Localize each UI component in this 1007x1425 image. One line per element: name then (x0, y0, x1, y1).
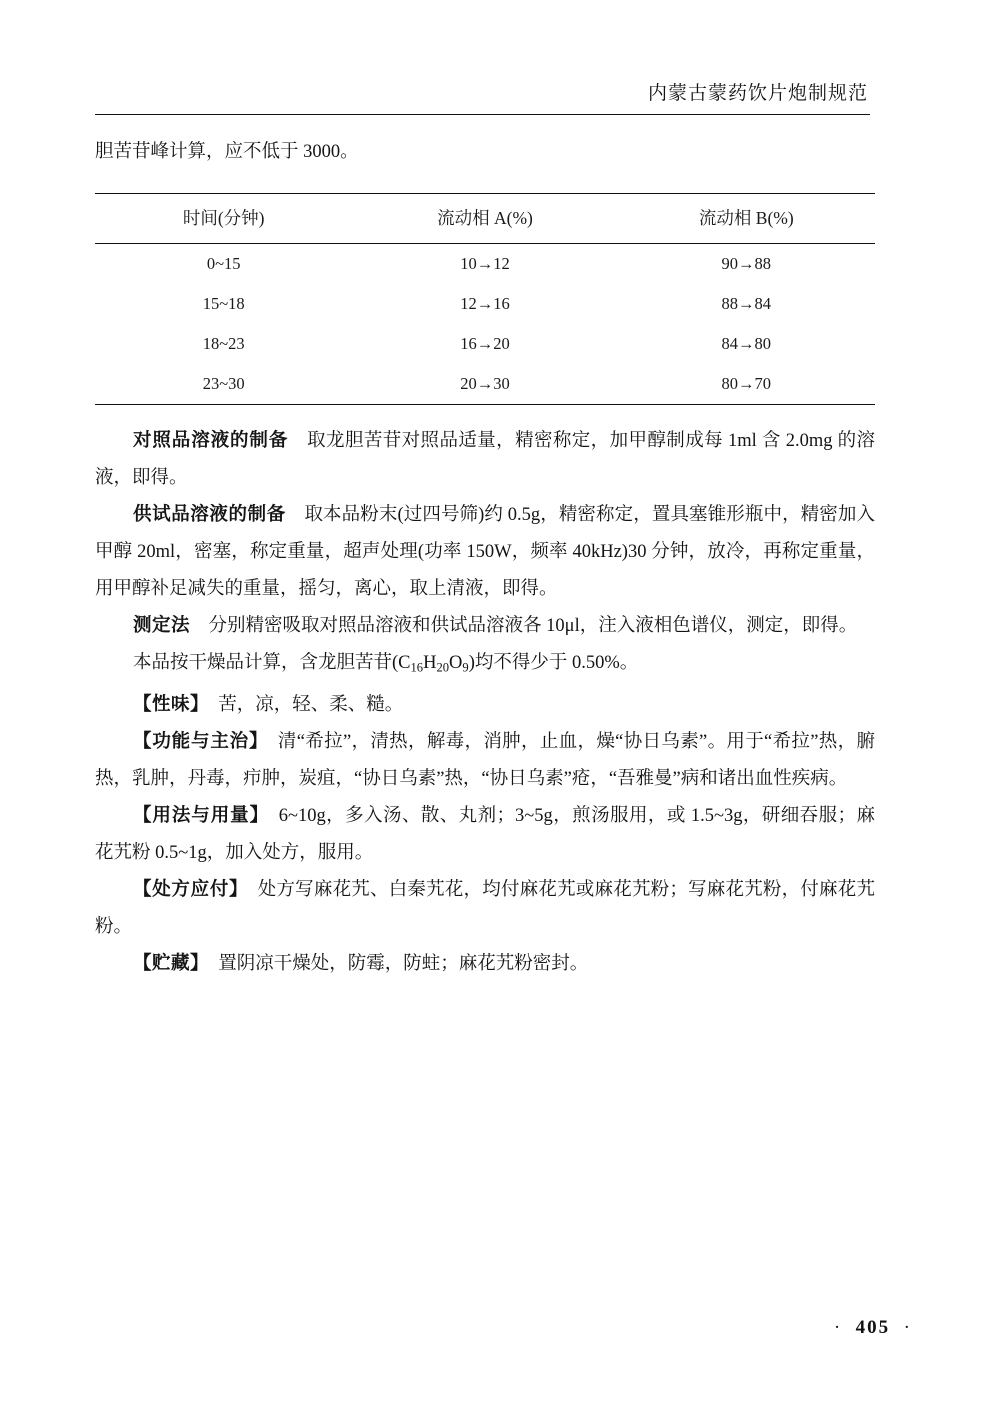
page-footer (834, 1317, 912, 1339)
section-label: 供试品溶液的制备 (133, 505, 286, 525)
assay-sub-hydrogen: 20 (436, 660, 450, 675)
entry-label: 【用法与用量】 (133, 805, 260, 826)
cell-mobile-b: 90→88 (618, 244, 875, 285)
table-header-time: 时间(分钟) (95, 194, 352, 244)
table-header-mobile-a: 流动相 A(%) (352, 194, 617, 244)
section-text: 分别精密吸取对照品溶液和供试品溶液各 10μl，注入液相色谱仪，测定，即得。 (208, 616, 858, 636)
section-text: 取本品粉末(过四号筛)约 0.5g，精密称定，置具塞锥形瓶中，精密加入甲醇 20ml，密塞，称定重量，超声处理(功率 150W，频率 40kHz)30 分钟，放冷，再称定重量，用甲醇补足减失的重量，摇匀，离心，取上清液，即得。 (95, 505, 875, 599)
section-reference-solution (95, 423, 875, 497)
cell-time: 15~18 (202, 294, 245, 313)
table-header-mobile-b: 流动相 B(%) (618, 194, 875, 244)
entry-text: 苦，凉，轻、柔、糙。 (218, 694, 404, 715)
entry-text: 置阴凉干燥处，防霉，防蛀；麻花艽粉密封。 (218, 953, 589, 974)
page-header (95, 78, 870, 115)
table-row (95, 284, 875, 324)
intro-paragraph: 胆苦苷峰计算，应不低于 3000。 (95, 142, 359, 162)
cell-mobile-a: 10→12 (352, 244, 617, 285)
cell-mobile-a: 12→16 (460, 294, 510, 313)
entry-prescription-dispensing (95, 872, 875, 946)
section-text: 取龙胆苦苷对照品适量，精密称定，加甲醇制成每 1ml 含 2.0mg 的溶液，即得。 (95, 431, 875, 488)
header-divider (95, 114, 870, 115)
section-label: 对照品溶液的制备 (133, 431, 289, 451)
assay-statement (95, 645, 875, 687)
cell-mobile-a: 20→30 (352, 364, 617, 405)
entry-text: 6~10g，多入汤、散、丸剂；3~5g，煎汤服用，或 1.5~3g，研细吞服；麻花艽粉 0.5~1g，加入处方，服用。 (95, 805, 875, 863)
section-test-solution (95, 497, 875, 608)
assay-sub-carbon: 16 (410, 660, 424, 675)
entry-label: 【性味】 (133, 694, 200, 715)
entry-storage (95, 946, 875, 983)
entry-text: 处方写麻花艽、白秦艽花，均付麻花艽或麻花艽粉；写麻花艽粉，付麻花艽粉。 (95, 879, 875, 937)
gradient-table (95, 193, 875, 405)
assay-mid-h: H (423, 653, 437, 673)
entry-functions-indications (95, 724, 875, 798)
cell-mobile-b: 84→80 (721, 334, 772, 353)
table-row (95, 244, 875, 285)
gradient-table-wrapper (95, 193, 875, 405)
cell-time: 0~15 (95, 244, 352, 285)
section-label: 测定法 (133, 616, 191, 636)
section-determination (95, 608, 875, 645)
cell-time: 18~23 (202, 334, 245, 353)
table-row (95, 324, 875, 364)
assay-prefix: 本品按干燥品计算，含龙胆苦苷(C (133, 653, 411, 673)
page-number: 405 (855, 1317, 891, 1338)
entry-label: 【处方应付】 (133, 879, 240, 900)
footer-dot-right: · (903, 1317, 912, 1338)
page-content (95, 134, 875, 983)
cell-mobile-a: 16→20 (460, 334, 510, 353)
running-head-title: 内蒙古蒙药饮片炮制规范 (647, 82, 868, 104)
assay-suffix: )均不得少于 0.50%。 (468, 653, 639, 673)
assay-mid-o: O (449, 653, 463, 673)
entry-label: 【贮藏】 (133, 953, 200, 974)
entry-usage-dosage (95, 798, 875, 872)
cell-mobile-b: 80→70 (618, 364, 875, 405)
cell-time: 23~30 (95, 364, 352, 405)
entry-label: 【功能与主治】 (133, 731, 260, 752)
table-row (95, 364, 875, 405)
assay-sub-oxygen: 9 (462, 660, 469, 675)
footer-dot-left: · (833, 1317, 843, 1338)
cell-mobile-b: 88→84 (721, 294, 772, 313)
entry-nature-flavor (95, 687, 875, 724)
entry-text: 清“希拉”，清热，解毒，消肿，止血，燥“协日乌素”。用于“希拉”热，腑热，乳肿，丹毒，疖肿，炭疽，“协日乌素”热，“协日乌素”疮，“吾雅曼”病和诸出血性疾病。 (95, 731, 875, 789)
table-header-row (95, 194, 875, 244)
